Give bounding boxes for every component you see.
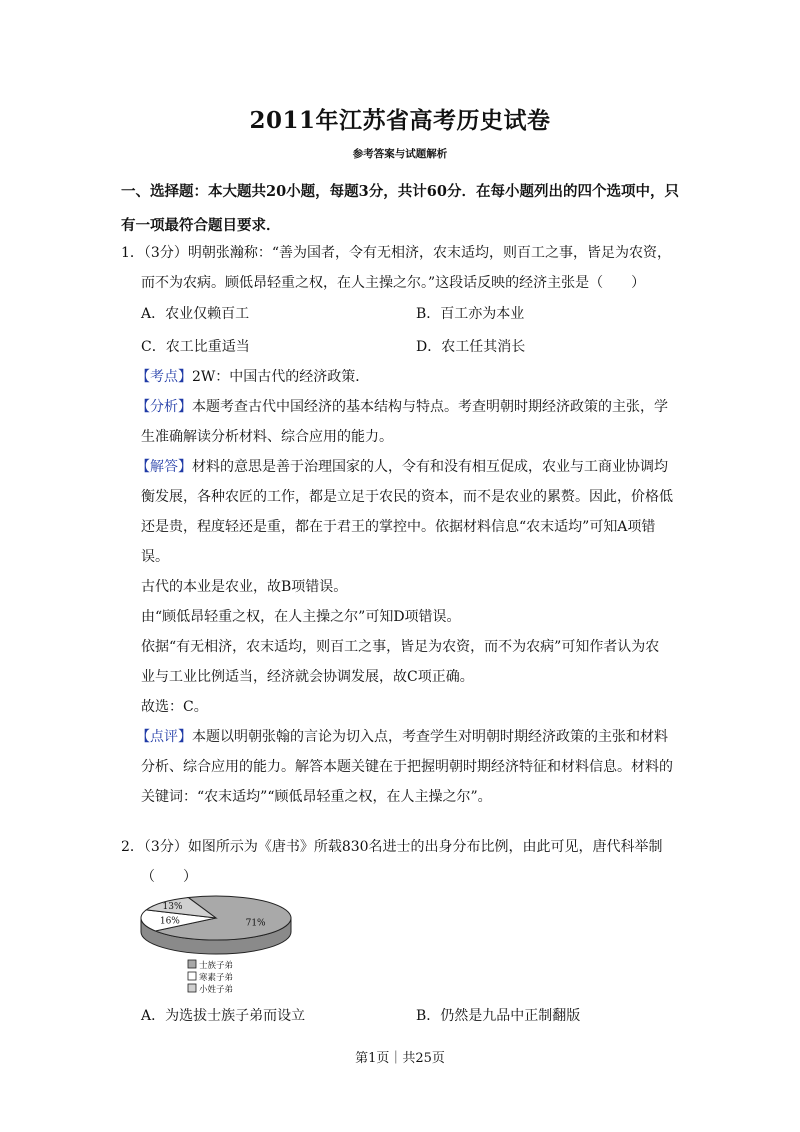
fenxi-line2: 生准确解读分析材料、综合应用的能力。 xyxy=(141,429,393,445)
pie-chart xyxy=(138,888,308,1006)
q1-dianping xyxy=(136,722,684,752)
jieda-line3: 还是贵，程度轻还是重，都在于君王的掌控中。依据材料信息“农末适均”可知A项错 xyxy=(141,519,656,535)
q2-option-a: A．为选拔士族子弟而设立 xyxy=(141,1008,306,1024)
q1-kaodian xyxy=(136,362,684,392)
q1-option-a: A．农业仅赖百工 xyxy=(141,306,250,322)
page-subtitle: 参考答案与试题解析 xyxy=(352,148,448,160)
dianping-line2: 分析、综合应用的能力。解答本题关键在于把握明朝时期经济特征和材料信息。材料的 xyxy=(141,759,673,775)
kaodian-tag: 【考点】 xyxy=(136,369,192,385)
jieda-line1: 材料的意思是善于治理国家的人，令有和没有相互促成，农业与工商业协调均 xyxy=(192,459,668,475)
dianping-tag: 【点评】 xyxy=(136,729,192,745)
fenxi-line1: 本题考查古代中国经济的基本结构与特点。考查明朝时期经济政策的主张，学 xyxy=(192,399,668,415)
line-d: 由“顾低昂轻重之权，在人主操之尔”可知D项错误。 xyxy=(141,609,461,625)
q2-stem-line1: 2．（3分）如图所示为《唐书》所载830名进士的出身分布比例，由此可见，唐代科举制 xyxy=(121,839,663,855)
legend-label-3: 小姓子弟 xyxy=(199,985,234,995)
legend-label-1: 士族子弟 xyxy=(199,961,234,971)
question-1-stem xyxy=(121,238,681,298)
question-2-stem xyxy=(121,832,681,892)
q1-option-d: D．农工任其消长 xyxy=(416,339,526,355)
section-heading: 一、选择题：本大题共20小题，每题3分，共计60分．在每小题列出的四个选项中，只有一项最符合题目要求． xyxy=(121,183,679,234)
q1-option-b: B．百工亦为本业 xyxy=(416,306,525,322)
q1-jieda xyxy=(136,452,684,482)
jieda-line4: 误。 xyxy=(141,549,169,565)
jieda-tag: 【解答】 xyxy=(136,459,192,475)
line-b: 古代的本业是农业，故B项错误。 xyxy=(141,579,348,595)
q1-analysis xyxy=(136,362,684,812)
answer-line: 故选：C。 xyxy=(141,699,208,715)
q1-fenxi xyxy=(136,392,684,422)
pie-label-1: 71% xyxy=(245,918,266,929)
legend-swatch-3 xyxy=(188,984,196,992)
legend-swatch-1 xyxy=(188,960,196,968)
q1-option-c: C．农工比重适当 xyxy=(141,339,250,355)
legend-label-2: 寒素子弟 xyxy=(199,973,234,983)
dianping-line3: 关键词：“农末适均”“顾低昂轻重之权，在人主操之尔”。 xyxy=(141,789,492,805)
kaodian-text: 2W：中国古代的经济政策． xyxy=(192,369,370,385)
q2-stem-line2: （ ） xyxy=(141,869,197,885)
pie-label-2: 16% xyxy=(159,916,180,927)
page-footer: 第1页｜共25页 xyxy=(355,1051,445,1066)
q1-stem-line1: 1．（3分）明朝张瀚称：“善为国者，令有无相济，农末适均，则百工之事，皆足为农资， xyxy=(121,245,671,261)
line-c2: 业与工业比例适当，经济就会协调发展，故C项正确。 xyxy=(141,669,474,685)
legend-swatch-2 xyxy=(188,972,196,980)
jieda-line2: 衡发展，各种农匠的工作，都是立足于农民的资本，而不是农业的累赘。因此，价格低 xyxy=(141,489,673,505)
line-c1: 依据“有无相济，农末适均，则百工之事，皆足为农资，而不为农病”可知作者认为农 xyxy=(141,639,660,655)
pie-label-3: 13% xyxy=(162,902,183,913)
dianping-line1: 本题以明朝张翰的言论为切入点，考查学生对明朝时期经济政策的主张和材料 xyxy=(192,729,668,745)
q1-stem-line2: 而不为农病。顾低昂轻重之权，在人主操之尔。”这段话反映的经济主张是（ ） xyxy=(141,275,646,291)
page-title: 2011年江苏省高考历史试卷 xyxy=(249,107,551,134)
q2-option-b: B．仍然是九品中正制翻版 xyxy=(416,1008,581,1024)
chart-legend xyxy=(188,960,233,995)
fenxi-tag: 【分析】 xyxy=(136,399,192,415)
